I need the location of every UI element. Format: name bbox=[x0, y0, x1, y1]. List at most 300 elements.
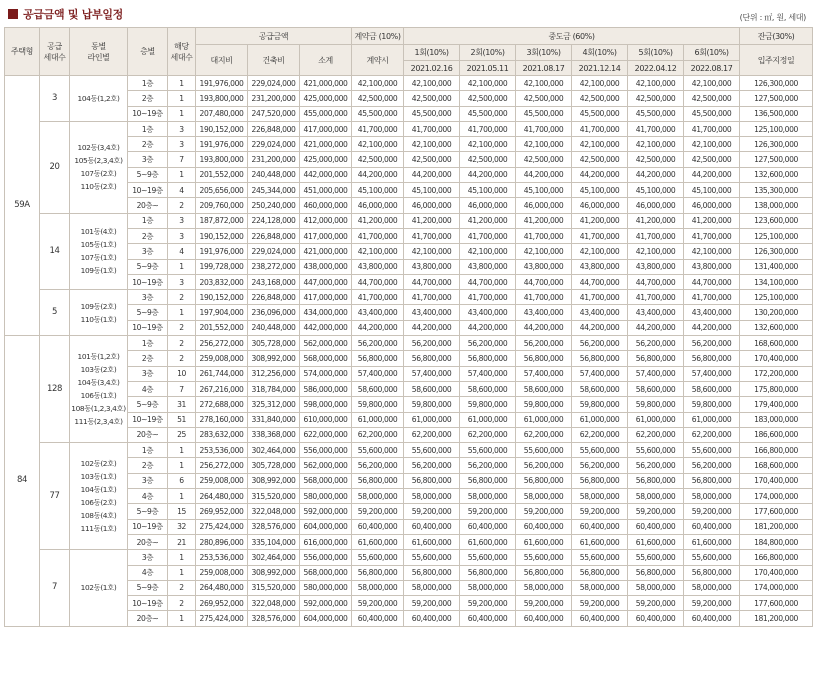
cell-subtotal: 438,000,000 bbox=[300, 259, 352, 274]
cell-middle-1: 44,200,000 bbox=[404, 167, 460, 182]
cell-land: 256,272,000 bbox=[196, 458, 248, 473]
cell-floor: 3층 bbox=[128, 366, 168, 381]
cell-middle-1: 60,400,000 bbox=[404, 519, 460, 534]
cell-middle-4: 56,800,000 bbox=[572, 565, 628, 580]
header-move-in: 입주지정일 bbox=[740, 45, 813, 76]
cell-building: 224,128,000 bbox=[248, 213, 300, 228]
cell-land: 280,896,000 bbox=[196, 534, 248, 549]
cell-deposit: 56,800,000 bbox=[352, 565, 404, 580]
cell-middle-3: 59,200,000 bbox=[516, 504, 572, 519]
cell-middle-2: 56,800,000 bbox=[460, 473, 516, 488]
cell-building: 247,520,000 bbox=[248, 106, 300, 121]
cell-deposit: 60,400,000 bbox=[352, 611, 404, 626]
cell-sub-units: 7 bbox=[168, 381, 196, 396]
cell-sub-units: 2 bbox=[168, 596, 196, 611]
cell-middle-2: 59,200,000 bbox=[460, 504, 516, 519]
cell-middle-1: 59,200,000 bbox=[404, 504, 460, 519]
cell-middle-4: 59,200,000 bbox=[572, 504, 628, 519]
cell-balance: 181,200,000 bbox=[740, 519, 813, 534]
cell-land: 283,632,000 bbox=[196, 427, 248, 442]
cell-subtotal: 556,000,000 bbox=[300, 550, 352, 565]
cell-middle-6: 56,200,000 bbox=[684, 336, 740, 351]
cell-sub-units: 3 bbox=[168, 274, 196, 289]
cell-building: 322,048,000 bbox=[248, 596, 300, 611]
cell-middle-3: 56,800,000 bbox=[516, 565, 572, 580]
cell-middle-4: 62,200,000 bbox=[572, 427, 628, 442]
header-line: 동별 라인별 bbox=[70, 28, 128, 76]
cell-middle-2: 58,600,000 bbox=[460, 381, 516, 396]
cell-middle-6: 56,800,000 bbox=[684, 565, 740, 580]
cell-middle-2: 42,100,000 bbox=[460, 244, 516, 259]
cell-middle-5: 44,200,000 bbox=[628, 167, 684, 182]
cell-sub-units: 1 bbox=[168, 443, 196, 458]
table-row bbox=[5, 336, 813, 351]
header-round-6: 6회(10%) bbox=[684, 45, 740, 61]
cell-deposit: 59,200,000 bbox=[352, 504, 404, 519]
cell-sub-units: 2 bbox=[168, 336, 196, 351]
cell-land: 264,480,000 bbox=[196, 489, 248, 504]
cell-balance: 183,000,000 bbox=[740, 412, 813, 427]
cell-middle-4: 41,700,000 bbox=[572, 121, 628, 136]
cell-land: 261,744,000 bbox=[196, 366, 248, 381]
cell-middle-4: 56,200,000 bbox=[572, 336, 628, 351]
cell-middle-6: 41,700,000 bbox=[684, 228, 740, 243]
cell-middle-1: 42,100,000 bbox=[404, 137, 460, 152]
cell-subtotal: 417,000,000 bbox=[300, 228, 352, 243]
cell-middle-2: 56,800,000 bbox=[460, 351, 516, 366]
cell-middle-4: 45,500,000 bbox=[572, 106, 628, 121]
cell-middle-1: 42,100,000 bbox=[404, 76, 460, 91]
cell-subtotal: 455,000,000 bbox=[300, 106, 352, 121]
cell-middle-5: 59,200,000 bbox=[628, 504, 684, 519]
cell-middle-5: 41,200,000 bbox=[628, 213, 684, 228]
cell-balance: 170,400,000 bbox=[740, 351, 813, 366]
cell-balance: 136,500,000 bbox=[740, 106, 813, 121]
cell-middle-1: 58,000,000 bbox=[404, 489, 460, 504]
cell-middle-6: 42,100,000 bbox=[684, 76, 740, 91]
cell-land: 267,216,000 bbox=[196, 381, 248, 396]
header-floor: 층별 bbox=[128, 28, 168, 76]
cell-middle-5: 58,600,000 bbox=[628, 381, 684, 396]
cell-land: 201,552,000 bbox=[196, 320, 248, 335]
cell-middle-1: 41,200,000 bbox=[404, 213, 460, 228]
cell-middle-6: 44,200,000 bbox=[684, 320, 740, 335]
cell-middle-2: 44,200,000 bbox=[460, 167, 516, 182]
cell-deposit: 62,200,000 bbox=[352, 427, 404, 442]
cell-middle-6: 45,500,000 bbox=[684, 106, 740, 121]
cell-building: 308,992,000 bbox=[248, 565, 300, 580]
header-date-6: 2022.08.17 bbox=[684, 61, 740, 76]
cell-middle-1: 57,400,000 bbox=[404, 366, 460, 381]
cell-subtotal: 568,000,000 bbox=[300, 565, 352, 580]
cell-building: 231,200,000 bbox=[248, 152, 300, 167]
cell-middle-6: 56,200,000 bbox=[684, 458, 740, 473]
cell-middle-6: 45,100,000 bbox=[684, 183, 740, 198]
cell-balance: 170,400,000 bbox=[740, 565, 813, 580]
cell-floor: 2층 bbox=[128, 91, 168, 106]
cell-building: 240,448,000 bbox=[248, 167, 300, 182]
cell-middle-6: 60,400,000 bbox=[684, 519, 740, 534]
cell-middle-6: 58,000,000 bbox=[684, 580, 740, 595]
cell-middle-6: 56,800,000 bbox=[684, 351, 740, 366]
cell-floor: 4층 bbox=[128, 565, 168, 580]
cell-middle-3: 45,500,000 bbox=[516, 106, 572, 121]
cell-middle-1: 45,500,000 bbox=[404, 106, 460, 121]
cell-subtotal: 417,000,000 bbox=[300, 290, 352, 305]
cell-middle-4: 43,800,000 bbox=[572, 259, 628, 274]
cell-floor: 3층 bbox=[128, 290, 168, 305]
cell-middle-3: 43,400,000 bbox=[516, 305, 572, 320]
cell-land: 199,728,000 bbox=[196, 259, 248, 274]
cell-middle-6: 60,400,000 bbox=[684, 611, 740, 626]
cell-middle-2: 43,800,000 bbox=[460, 259, 516, 274]
cell-middle-6: 43,400,000 bbox=[684, 305, 740, 320]
cell-middle-2: 56,200,000 bbox=[460, 336, 516, 351]
table-row bbox=[5, 290, 813, 305]
cell-middle-3: 58,000,000 bbox=[516, 489, 572, 504]
cell-middle-1: 62,200,000 bbox=[404, 427, 460, 442]
cell-middle-3: 42,100,000 bbox=[516, 76, 572, 91]
cell-middle-3: 42,500,000 bbox=[516, 91, 572, 106]
cell-line: 102동(3,4호) 105동(2,3,4호) 107동(2호) 110동(2호) bbox=[70, 121, 128, 213]
cell-sub-units: 7 bbox=[168, 152, 196, 167]
cell-units: 20 bbox=[40, 121, 70, 213]
cell-building: 226,848,000 bbox=[248, 228, 300, 243]
cell-middle-2: 61,000,000 bbox=[460, 412, 516, 427]
cell-deposit: 55,600,000 bbox=[352, 443, 404, 458]
cell-middle-1: 55,600,000 bbox=[404, 550, 460, 565]
cell-floor: 4층 bbox=[128, 489, 168, 504]
cell-middle-5: 42,100,000 bbox=[628, 76, 684, 91]
cell-middle-4: 56,200,000 bbox=[572, 458, 628, 473]
cell-middle-3: 42,100,000 bbox=[516, 137, 572, 152]
cell-middle-2: 58,000,000 bbox=[460, 580, 516, 595]
cell-deposit: 41,700,000 bbox=[352, 228, 404, 243]
cell-middle-4: 58,000,000 bbox=[572, 580, 628, 595]
cell-building: 305,728,000 bbox=[248, 458, 300, 473]
cell-subtotal: 592,000,000 bbox=[300, 596, 352, 611]
cell-middle-3: 57,400,000 bbox=[516, 366, 572, 381]
cell-middle-5: 41,700,000 bbox=[628, 290, 684, 305]
cell-middle-2: 59,800,000 bbox=[460, 397, 516, 412]
cell-middle-4: 45,100,000 bbox=[572, 183, 628, 198]
cell-middle-4: 59,800,000 bbox=[572, 397, 628, 412]
header-type: 주택형 bbox=[5, 28, 40, 76]
cell-middle-1: 41,700,000 bbox=[404, 228, 460, 243]
cell-floor: 1층 bbox=[128, 443, 168, 458]
cell-deposit: 58,000,000 bbox=[352, 489, 404, 504]
cell-middle-3: 58,600,000 bbox=[516, 381, 572, 396]
cell-middle-4: 59,200,000 bbox=[572, 596, 628, 611]
cell-middle-5: 59,200,000 bbox=[628, 596, 684, 611]
cell-balance: 179,400,000 bbox=[740, 397, 813, 412]
cell-middle-3: 59,800,000 bbox=[516, 397, 572, 412]
cell-deposit: 57,400,000 bbox=[352, 366, 404, 381]
cell-middle-4: 42,100,000 bbox=[572, 137, 628, 152]
cell-sub-units: 15 bbox=[168, 504, 196, 519]
cell-sub-units: 2 bbox=[168, 580, 196, 595]
cell-middle-1: 42,100,000 bbox=[404, 244, 460, 259]
cell-balance: 177,600,000 bbox=[740, 596, 813, 611]
cell-middle-3: 46,000,000 bbox=[516, 198, 572, 213]
cell-units: 5 bbox=[40, 290, 70, 336]
cell-subtotal: 447,000,000 bbox=[300, 274, 352, 289]
cell-land: 259,008,000 bbox=[196, 473, 248, 488]
cell-building: 302,464,000 bbox=[248, 550, 300, 565]
cell-middle-1: 41,700,000 bbox=[404, 290, 460, 305]
cell-deposit: 60,400,000 bbox=[352, 519, 404, 534]
cell-line: 109동(2호) 110동(1호) bbox=[70, 290, 128, 336]
cell-floor: 1층 bbox=[128, 336, 168, 351]
cell-middle-6: 41,200,000 bbox=[684, 213, 740, 228]
cell-middle-2: 43,400,000 bbox=[460, 305, 516, 320]
cell-middle-5: 60,400,000 bbox=[628, 519, 684, 534]
cell-middle-6: 42,500,000 bbox=[684, 152, 740, 167]
cell-middle-5: 55,600,000 bbox=[628, 550, 684, 565]
cell-sub-units: 1 bbox=[168, 489, 196, 504]
cell-deposit: 42,100,000 bbox=[352, 244, 404, 259]
cell-land: 269,952,000 bbox=[196, 504, 248, 519]
cell-middle-1: 59,800,000 bbox=[404, 397, 460, 412]
cell-building: 231,200,000 bbox=[248, 91, 300, 106]
cell-middle-4: 58,600,000 bbox=[572, 381, 628, 396]
cell-middle-4: 44,200,000 bbox=[572, 320, 628, 335]
cell-deposit: 58,000,000 bbox=[352, 580, 404, 595]
cell-balance: 127,500,000 bbox=[740, 152, 813, 167]
cell-deposit: 61,000,000 bbox=[352, 412, 404, 427]
cell-sub-units: 1 bbox=[168, 611, 196, 626]
cell-subtotal: 562,000,000 bbox=[300, 336, 352, 351]
cell-floor: 4층 bbox=[128, 381, 168, 396]
header-round-3: 3회(10%) bbox=[516, 45, 572, 61]
cell-building: 226,848,000 bbox=[248, 121, 300, 136]
header-date-1: 2021.02.16 bbox=[404, 61, 460, 76]
cell-land: 256,272,000 bbox=[196, 336, 248, 351]
cell-middle-5: 44,700,000 bbox=[628, 274, 684, 289]
cell-middle-2: 55,600,000 bbox=[460, 550, 516, 565]
header-supply: 공급금액 bbox=[196, 28, 352, 45]
cell-middle-4: 42,500,000 bbox=[572, 91, 628, 106]
cell-land: 193,800,000 bbox=[196, 152, 248, 167]
header-round-5: 5회(10%) bbox=[628, 45, 684, 61]
cell-building: 318,784,000 bbox=[248, 381, 300, 396]
cell-balance: 168,600,000 bbox=[740, 458, 813, 473]
cell-middle-2: 60,400,000 bbox=[460, 519, 516, 534]
cell-middle-4: 55,600,000 bbox=[572, 443, 628, 458]
cell-line: 104동(1,2호) bbox=[70, 76, 128, 122]
cell-middle-2: 56,800,000 bbox=[460, 565, 516, 580]
cell-subtotal: 442,000,000 bbox=[300, 320, 352, 335]
cell-middle-4: 60,400,000 bbox=[572, 519, 628, 534]
cell-middle-5: 55,600,000 bbox=[628, 443, 684, 458]
cell-subtotal: 592,000,000 bbox=[300, 504, 352, 519]
cell-balance: 174,000,000 bbox=[740, 580, 813, 595]
cell-sub-units: 6 bbox=[168, 473, 196, 488]
cell-middle-1: 44,700,000 bbox=[404, 274, 460, 289]
cell-building: 328,576,000 bbox=[248, 519, 300, 534]
cell-middle-6: 43,800,000 bbox=[684, 259, 740, 274]
cell-middle-3: 45,100,000 bbox=[516, 183, 572, 198]
cell-deposit: 42,500,000 bbox=[352, 91, 404, 106]
cell-subtotal: 604,000,000 bbox=[300, 519, 352, 534]
cell-balance: 168,600,000 bbox=[740, 336, 813, 351]
cell-balance: 138,000,000 bbox=[740, 198, 813, 213]
cell-middle-3: 42,500,000 bbox=[516, 152, 572, 167]
cell-middle-3: 58,000,000 bbox=[516, 580, 572, 595]
cell-middle-1: 46,000,000 bbox=[404, 198, 460, 213]
cell-sub-units: 1 bbox=[168, 76, 196, 91]
cell-building: 308,992,000 bbox=[248, 351, 300, 366]
cell-middle-1: 56,200,000 bbox=[404, 458, 460, 473]
cell-subtotal: 442,000,000 bbox=[300, 167, 352, 182]
cell-middle-2: 55,600,000 bbox=[460, 443, 516, 458]
cell-units: 77 bbox=[40, 443, 70, 550]
cell-deposit: 42,500,000 bbox=[352, 152, 404, 167]
cell-balance: 134,100,000 bbox=[740, 274, 813, 289]
cell-middle-1: 42,500,000 bbox=[404, 152, 460, 167]
cell-balance: 130,200,000 bbox=[740, 305, 813, 320]
cell-floor: 3층 bbox=[128, 244, 168, 259]
cell-middle-6: 41,700,000 bbox=[684, 290, 740, 305]
cell-deposit: 45,500,000 bbox=[352, 106, 404, 121]
cell-middle-5: 43,400,000 bbox=[628, 305, 684, 320]
cell-deposit: 55,600,000 bbox=[352, 550, 404, 565]
cell-land: 264,480,000 bbox=[196, 580, 248, 595]
cell-sub-units: 51 bbox=[168, 412, 196, 427]
cell-sub-units: 1 bbox=[168, 106, 196, 121]
cell-line: 102동(2호) 103동(1호) 104동(1호) 106동(2호) 108동(4호) 111동(1호) bbox=[70, 443, 128, 550]
cell-deposit: 61,600,000 bbox=[352, 534, 404, 549]
cell-sub-units: 2 bbox=[168, 290, 196, 305]
cell-middle-1: 58,600,000 bbox=[404, 381, 460, 396]
cell-sub-units: 25 bbox=[168, 427, 196, 442]
table-row bbox=[5, 443, 813, 458]
cell-middle-2: 41,700,000 bbox=[460, 228, 516, 243]
cell-middle-5: 45,500,000 bbox=[628, 106, 684, 121]
cell-deposit: 44,200,000 bbox=[352, 320, 404, 335]
cell-middle-1: 41,700,000 bbox=[404, 121, 460, 136]
cell-floor: 3층 bbox=[128, 152, 168, 167]
cell-balance: 175,800,000 bbox=[740, 381, 813, 396]
cell-floor: 10~19층 bbox=[128, 106, 168, 121]
cell-floor: 1층 bbox=[128, 213, 168, 228]
cell-middle-3: 43,800,000 bbox=[516, 259, 572, 274]
cell-land: 201,552,000 bbox=[196, 167, 248, 182]
cell-middle-4: 41,700,000 bbox=[572, 290, 628, 305]
cell-subtotal: 616,000,000 bbox=[300, 534, 352, 549]
cell-middle-2: 41,200,000 bbox=[460, 213, 516, 228]
cell-middle-2: 41,700,000 bbox=[460, 290, 516, 305]
cell-sub-units: 21 bbox=[168, 534, 196, 549]
cell-middle-1: 56,800,000 bbox=[404, 565, 460, 580]
cell-middle-1: 56,800,000 bbox=[404, 473, 460, 488]
cell-middle-6: 61,600,000 bbox=[684, 534, 740, 549]
cell-middle-5: 41,700,000 bbox=[628, 121, 684, 136]
cell-middle-2: 42,500,000 bbox=[460, 152, 516, 167]
cell-building: 335,104,000 bbox=[248, 534, 300, 549]
cell-building: 250,240,000 bbox=[248, 198, 300, 213]
cell-sub-units: 1 bbox=[168, 259, 196, 274]
cell-middle-3: 55,600,000 bbox=[516, 443, 572, 458]
cell-middle-6: 56,800,000 bbox=[684, 473, 740, 488]
cell-middle-5: 44,200,000 bbox=[628, 320, 684, 335]
cell-building: 238,272,000 bbox=[248, 259, 300, 274]
cell-floor: 3층 bbox=[128, 550, 168, 565]
cell-balance: 184,800,000 bbox=[740, 534, 813, 549]
cell-floor: 5~9층 bbox=[128, 259, 168, 274]
cell-line: 101동(1,2호) 103동(2호) 104동(3,4호) 106동(1호) 108동(1,2,3,4호) 111동(2,3,4호) bbox=[70, 336, 128, 443]
cell-subtotal: 460,000,000 bbox=[300, 198, 352, 213]
cell-floor: 5~9층 bbox=[128, 580, 168, 595]
cell-middle-3: 44,200,000 bbox=[516, 320, 572, 335]
unit-note: (단위 : ㎡, 원, 세대) bbox=[739, 13, 806, 22]
cell-subtotal: 434,000,000 bbox=[300, 305, 352, 320]
table-body bbox=[5, 76, 813, 627]
cell-units: 128 bbox=[40, 336, 70, 443]
cell-line: 101동(4호) 105동(1호) 107동(1호) 109동(1호) bbox=[70, 213, 128, 289]
cell-middle-2: 46,000,000 bbox=[460, 198, 516, 213]
cell-deposit: 46,000,000 bbox=[352, 198, 404, 213]
page-title: 공급금액 및 납부일정 bbox=[23, 8, 123, 21]
cell-middle-3: 41,700,000 bbox=[516, 290, 572, 305]
cell-subtotal: 451,000,000 bbox=[300, 183, 352, 198]
header-subtotal: 소계 bbox=[300, 45, 352, 76]
header-middle: 중도금 (60%) bbox=[404, 28, 740, 45]
cell-middle-3: 44,200,000 bbox=[516, 167, 572, 182]
cell-middle-6: 59,200,000 bbox=[684, 596, 740, 611]
cell-land: 272,688,000 bbox=[196, 397, 248, 412]
cell-middle-2: 45,100,000 bbox=[460, 183, 516, 198]
cell-sub-units: 4 bbox=[168, 183, 196, 198]
cell-deposit: 41,700,000 bbox=[352, 121, 404, 136]
cell-sub-units: 1 bbox=[168, 550, 196, 565]
cell-middle-3: 56,200,000 bbox=[516, 458, 572, 473]
cell-sub-units: 4 bbox=[168, 244, 196, 259]
cell-middle-3: 56,800,000 bbox=[516, 473, 572, 488]
cell-middle-3: 62,200,000 bbox=[516, 427, 572, 442]
cell-type: 84 bbox=[5, 336, 40, 627]
cell-floor: 10~19층 bbox=[128, 274, 168, 289]
cell-building: 328,576,000 bbox=[248, 611, 300, 626]
cell-deposit: 56,800,000 bbox=[352, 473, 404, 488]
cell-middle-6: 57,400,000 bbox=[684, 366, 740, 381]
cell-subtotal: 562,000,000 bbox=[300, 458, 352, 473]
cell-deposit: 41,700,000 bbox=[352, 290, 404, 305]
cell-deposit: 56,200,000 bbox=[352, 458, 404, 473]
header-round-1: 1회(10%) bbox=[404, 45, 460, 61]
cell-floor: 5~9층 bbox=[128, 305, 168, 320]
header-round-2: 2회(10%) bbox=[460, 45, 516, 61]
cell-deposit: 43,400,000 bbox=[352, 305, 404, 320]
cell-subtotal: 425,000,000 bbox=[300, 152, 352, 167]
cell-middle-3: 44,700,000 bbox=[516, 274, 572, 289]
cell-subtotal: 580,000,000 bbox=[300, 580, 352, 595]
cell-land: 253,536,000 bbox=[196, 443, 248, 458]
cell-sub-units: 1 bbox=[168, 167, 196, 182]
cell-deposit: 58,600,000 bbox=[352, 381, 404, 396]
cell-middle-1: 61,600,000 bbox=[404, 534, 460, 549]
title-bar bbox=[8, 6, 123, 22]
cell-middle-1: 59,200,000 bbox=[404, 596, 460, 611]
cell-balance: 166,800,000 bbox=[740, 443, 813, 458]
cell-middle-6: 44,200,000 bbox=[684, 167, 740, 182]
header-date-5: 2022.04.12 bbox=[628, 61, 684, 76]
cell-building: 226,848,000 bbox=[248, 290, 300, 305]
cell-middle-2: 44,200,000 bbox=[460, 320, 516, 335]
cell-land: 190,152,000 bbox=[196, 290, 248, 305]
cell-subtotal: 425,000,000 bbox=[300, 91, 352, 106]
cell-middle-6: 58,600,000 bbox=[684, 381, 740, 396]
